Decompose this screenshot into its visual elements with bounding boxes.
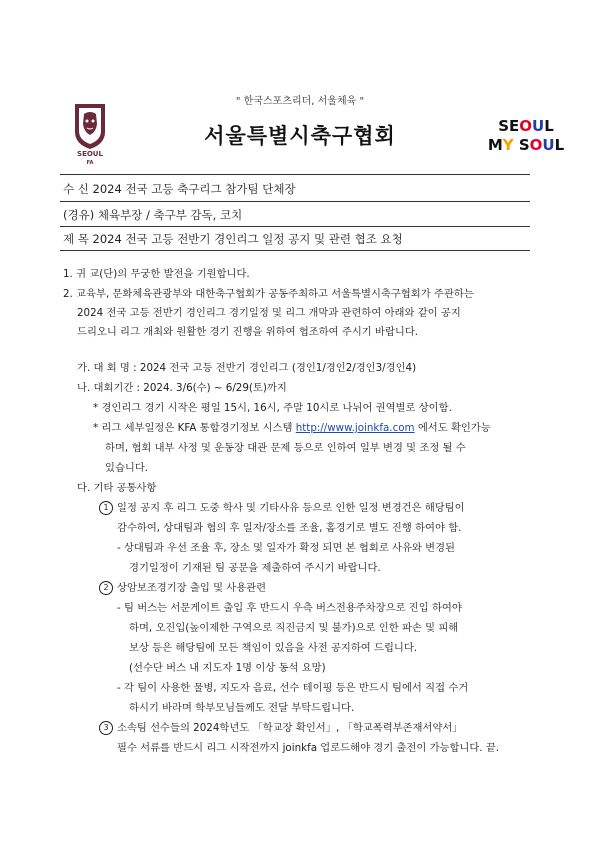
paragraph-1: 1. 귀 교(단)의 무궁한 발전을 기원합니다. <box>63 268 250 280</box>
seoul-fa-caption-line1: SEOUL <box>77 150 103 158</box>
note-schedule-line-3: 있습니다. <box>105 462 149 474</box>
common-item-3-line-2: 필수 서류를 반드시 리그 시작전까지 joinkfa 업로드해야 경기 출전이 가능합니다. 끝. <box>117 742 500 754</box>
via-line: (경유) 체육부장 / 축구부 감독, 코치 <box>63 208 243 222</box>
common-item-1-line-2: 감수하여, 상대팀과 협의 후 일자/장소를 조율, 홈경기로 별도 진행 하여야 함. <box>117 522 462 534</box>
item-ga-event-name: 가. 대 회 명 : 2024 전국 고등 전반기 경인리그 (경인1/경인2/경인3/경인4) <box>77 362 417 374</box>
common-item-2-detail-4: (선수단 버스 내 지도자 1명 이상 동석 요망) <box>129 662 326 674</box>
svg-text:MY SOUL: MY SOUL <box>487 136 565 154</box>
common-item-3-text: 소속팀 선수들의 2024학년도 「학교장 확인서」, 「학교폭력부존재서약서」 <box>117 722 463 734</box>
joinkfa-link[interactable]: http://www.joinkfa.com <box>295 422 415 434</box>
circled-number-3: 3 <box>99 721 113 735</box>
common-item-1-detail-1: - 상대팀과 우선 조율 후, 장소 및 일자가 확정 되면 본 협회로 사유와 변경된 <box>117 542 455 554</box>
via-divider <box>60 226 530 227</box>
common-item-2-detail-2: 하며, 오진입(높이제한 구역으로 직진금지 및 불가)으로 인한 파손 및 피해 <box>129 622 459 634</box>
seoul-fa-caption <box>66 150 114 168</box>
note-schedule-line-2: 하며, 협회 내부 사정 및 운동장 대관 문제 등으로 인하여 일부 변경 및 조정 될 수 <box>105 442 466 454</box>
item-na-event-period: 나. 대회기간 : 2024. 3/6(수) ~ 6/29(토)까지 <box>77 382 287 394</box>
header-top-divider <box>60 174 530 175</box>
paragraph-2-line-2: 2024 전국 고등 전반기 경인리그 경기일정 및 리그 개막과 관련하여 아래와 같이 공지 <box>77 307 461 319</box>
common-item-2-line-1 <box>99 579 266 595</box>
common-item-2-detail-1: - 팀 버스는 서문게이트 출입 후 반드시 우측 버스전용주차장으로 진입 하여야 <box>117 602 462 614</box>
common-item-2-text: 상암보조경기장 출입 및 사용관련 <box>117 582 267 594</box>
common-item-1-detail-2: 경기일정이 기재된 팀 공문을 제출하여 주시기 바랍니다. <box>129 562 381 574</box>
circled-number-2: 2 <box>99 581 113 595</box>
seoul-fa-crest-icon <box>72 102 108 150</box>
org-title: 서울특별시축구협회 <box>204 124 396 148</box>
subject-line: 제 목 2024 전국 고등 전반기 경인리그 일정 공지 및 관련 협조 요청 <box>63 232 403 246</box>
seoul-my-soul-logo-icon <box>487 112 565 158</box>
common-item-2-detail-6: 하시기 바라며 학부모님들께도 전달 부탁드립니다. <box>129 702 355 714</box>
svg-text:SEOUL: SEOUL <box>498 117 554 135</box>
note-schedule-prefix: * 리그 세부일정은 KFA 통합경기정보 시스템 <box>93 422 296 434</box>
slogan: " 한국스포츠리더, 서울체육 " <box>235 96 365 107</box>
note-schedule-suffix: 에서도 확인가능 <box>414 422 491 434</box>
recipient-line: 수 신 2024 전국 고등 축구리그 참가팀 단체장 <box>63 182 296 196</box>
note-start-time: * 경인리그 경기 시작은 평일 15시, 16시, 주말 10시로 나뉘어 권역별로 상이함. <box>93 402 452 414</box>
recipient-divider <box>60 201 530 202</box>
common-item-2-detail-5: - 각 팀이 사용한 물병, 지도자 음료, 선수 테이핑 등은 반드시 팀에서 직접 수거 <box>117 682 469 694</box>
paragraph-2-line-3: 드리오니 리그 개최와 원활한 경기 진행을 위하여 협조하여 주시기 바랍니다. <box>77 326 419 338</box>
item-da-common-matters: 다. 기타 공통사항 <box>77 482 157 494</box>
note-schedule-line-1 <box>93 419 491 434</box>
paragraph-2-line-1: 2. 교육부, 문화체육관광부와 대한축구협회가 공동주최하고 서울특별시축구협회가 주관하는 <box>63 288 474 300</box>
common-item-2-detail-3: 보상 등은 해당팀에 모든 책임이 있음을 사전 공지하여 드립니다. <box>129 642 418 654</box>
seoul-fa-caption-line2: FA <box>86 160 94 166</box>
common-item-1-text: 일정 공지 후 리그 도중 학사 및 기타사유 등으로 인한 일정 변경건은 해당팀이 <box>117 502 465 514</box>
common-item-1-line-1 <box>99 499 465 515</box>
subject-divider <box>60 250 530 251</box>
common-item-3-line-1 <box>99 719 463 735</box>
circled-number-1: 1 <box>99 501 113 515</box>
